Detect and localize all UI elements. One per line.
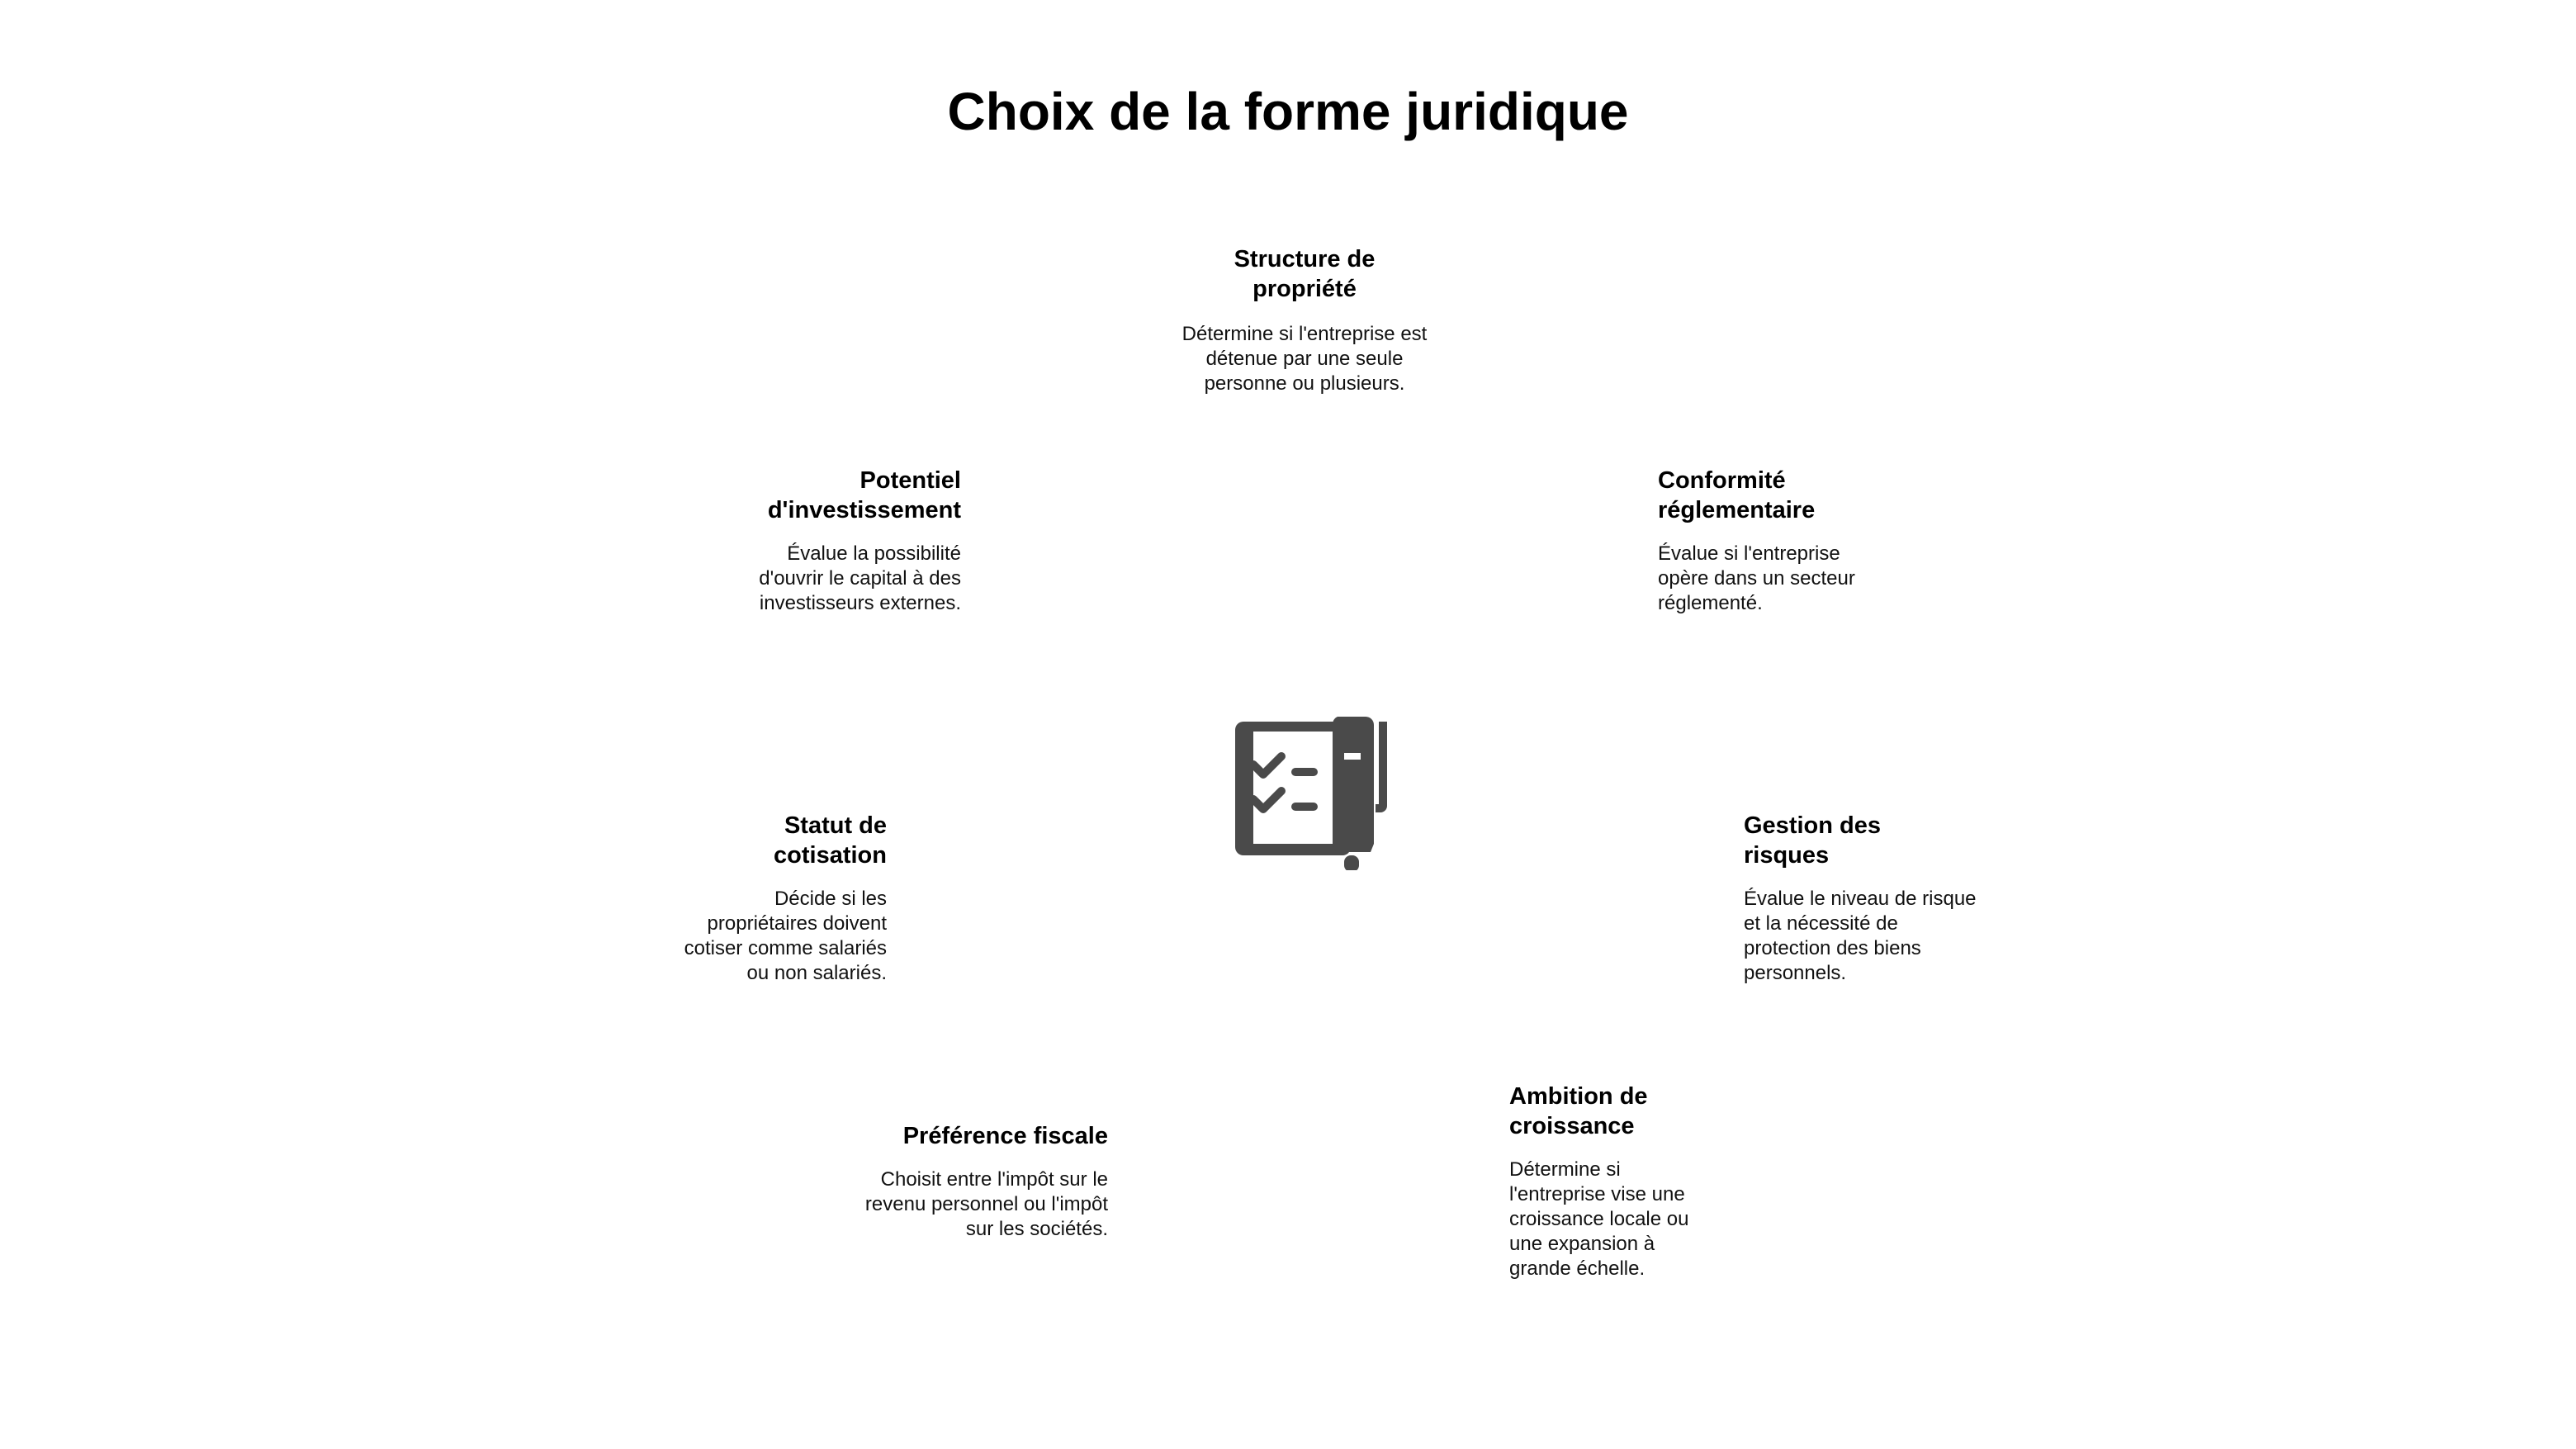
factor-ownership-description: Détermine si l'entreprise est détenue par une seule personne ou plusieurs.	[1181, 323, 1428, 395]
factor-growth-ambition	[1509, 1082, 1707, 1281]
factor-tax-title: Préférence fiscale	[902, 1123, 1108, 1149]
factor-risk-management	[1744, 811, 1983, 986]
factor-growth-description: Détermine si l'entreprise vise une croissance locale ou une expansion à grande échelle.	[1509, 1158, 1689, 1280]
factor-growth-title: Ambition de croissance	[1509, 1083, 1648, 1139]
factor-ownership-structure	[1181, 244, 1428, 396]
factor-investment-potential	[736, 466, 961, 616]
factor-compliance-description: Évalue si l'entreprise opère dans un secteur réglementé.	[1658, 542, 1855, 614]
page-title: Choix de la forme juridique	[947, 82, 1629, 141]
factor-investment-description: Évalue la possibilité d'ouvrir le capital à des investisseurs externes.	[759, 542, 961, 614]
checklist-pen-icon	[1229, 712, 1390, 870]
factor-contribution-description: Décide si les propriétaires doivent cotiser comme salariés ou non salariés.	[684, 888, 887, 984]
factor-risk-description: Évalue le niveau de risque et la nécessité de protection des biens personnels.	[1744, 888, 1977, 984]
factor-tax-preference	[860, 1121, 1108, 1242]
factor-compliance-title: Conformité réglementaire	[1658, 467, 1816, 523]
factor-ownership-title: Structure de propriété	[1234, 246, 1376, 302]
factor-tax-description: Choisit entre l'impôt sur le revenu personnel ou l'impôt sur les sociétés.	[864, 1168, 1108, 1240]
factor-investment-title: Potentiel d'investissement	[767, 467, 961, 523]
factor-regulatory-compliance	[1658, 466, 1881, 616]
factor-contribution-title: Statut de cotisation	[774, 812, 887, 869]
factor-risk-title: Gestion des risques	[1744, 812, 1881, 869]
factor-contribution-status	[664, 811, 887, 986]
